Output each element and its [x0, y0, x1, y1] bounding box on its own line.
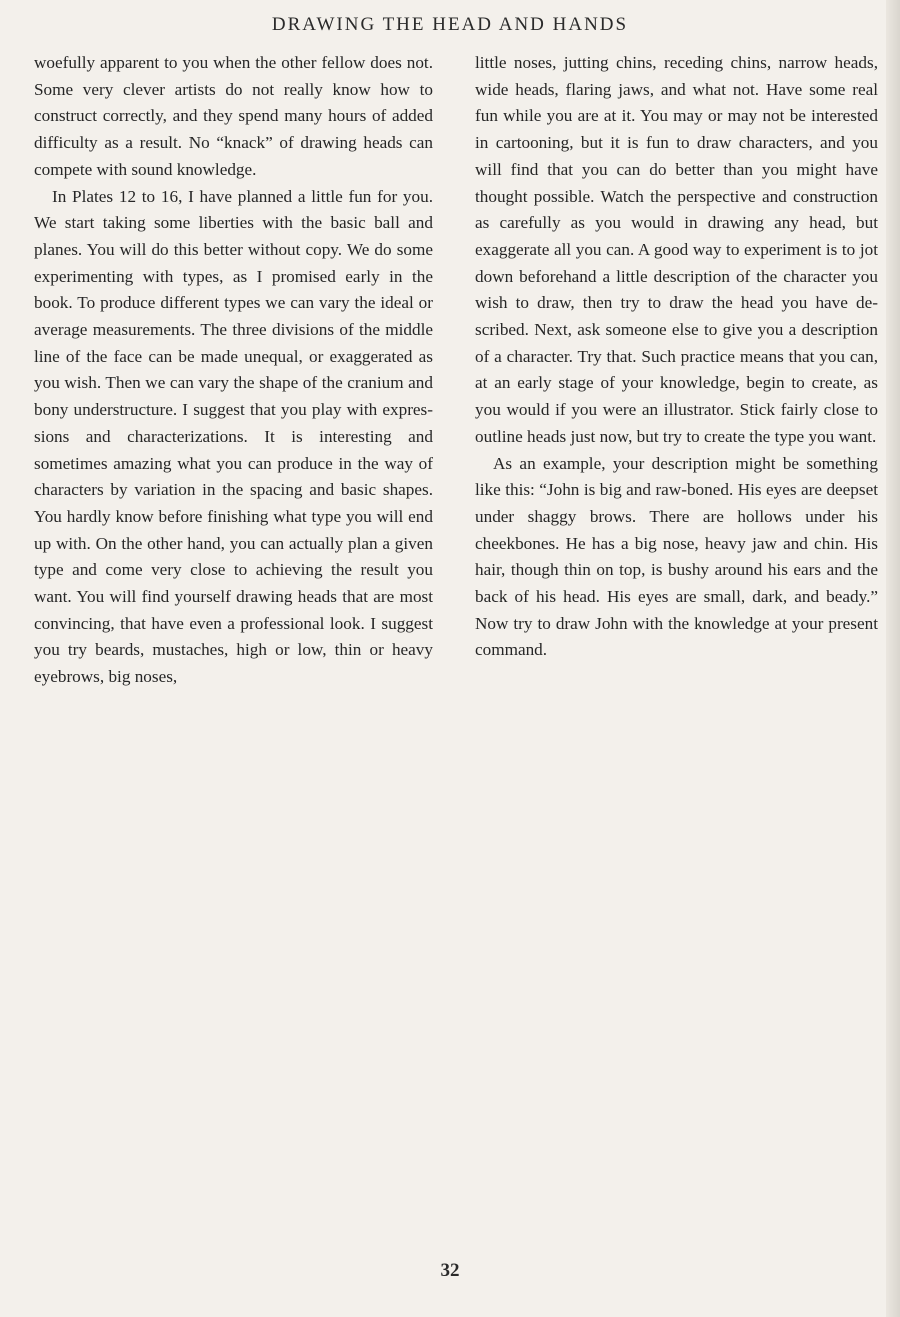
paragraph: As an example, your description might be something like this: “John is big and raw-boned. His eyes are deepset under shaggy brows. There are hollows under his cheekbones. He has a big nose, heavy jaw and chin. His hair, though thin on top, is bushy around his ears and the back of his head. His eyes are small, dark, and beady.” Now try to draw John with the knowledge at your present command.	[475, 453, 878, 660]
page-number: 32	[440, 1260, 460, 1281]
paragraph: woefully apparent to you when the other fellow does not. Some very clever artists do not really know how to construct correctly, and they spend many hours of added difficulty as a result. No “knack” of drawing heads can compete with sound knowledge.	[34, 53, 433, 179]
running-head: DRAWING THE HEAD AND HANDS	[271, 14, 629, 35]
paragraph: In Plates 12 to 16, I have planned a little fun for you. We start taking some liberties with the basic ball and planes. You will do this better without copy. We do some experimenting with types, as I promised early in the book. To produce different types we can vary the ideal or average measurements. The three divisions of the middle line of the face can be made unequal, or exaggerated as you wish. Then we can vary the shape of the cranium and bony understructure. I suggest that you play with expressions and characterizations. It is interesting and sometimes amazing what you can produce in the way of characters by variation in the spacing and basic shapes. You hardly know before finishing what type you will end up with. On the other hand, you can actually plan a given type and come very close to achieving the result you want. You will find yourself drawing heads that are most convincing, that have even a professional look. I suggest you try beards, mustaches, high or low, thin or heavy eyebrows, big noses,	[34, 186, 433, 687]
page-edge-shadow	[886, 0, 900, 1317]
right-text-column	[475, 50, 878, 664]
left-text-column	[34, 50, 433, 691]
paragraph: little noses, jutting chins, receding chins, narrow heads, wide heads, flaring jaws, and what not. Have some real fun while you are at it. You may or may not be interested in cartooning, but it is fun to draw characters, and you will find that you can do better than you might have thought possible. Watch the perspective and construction as carefully as you would in drawing any head, but exaggerate all you can. A good way to experiment is to jot down beforehand a little description of the character you wish to draw, then try to draw the head you have described. Next, ask someone else to give you a description of a character. Try that. Such practice means that you can, at an early stage of your knowledge, begin to create, as you would if you were an illustrator. Stick fairly close to outline heads just now, but try to create the type you want.	[475, 53, 878, 446]
